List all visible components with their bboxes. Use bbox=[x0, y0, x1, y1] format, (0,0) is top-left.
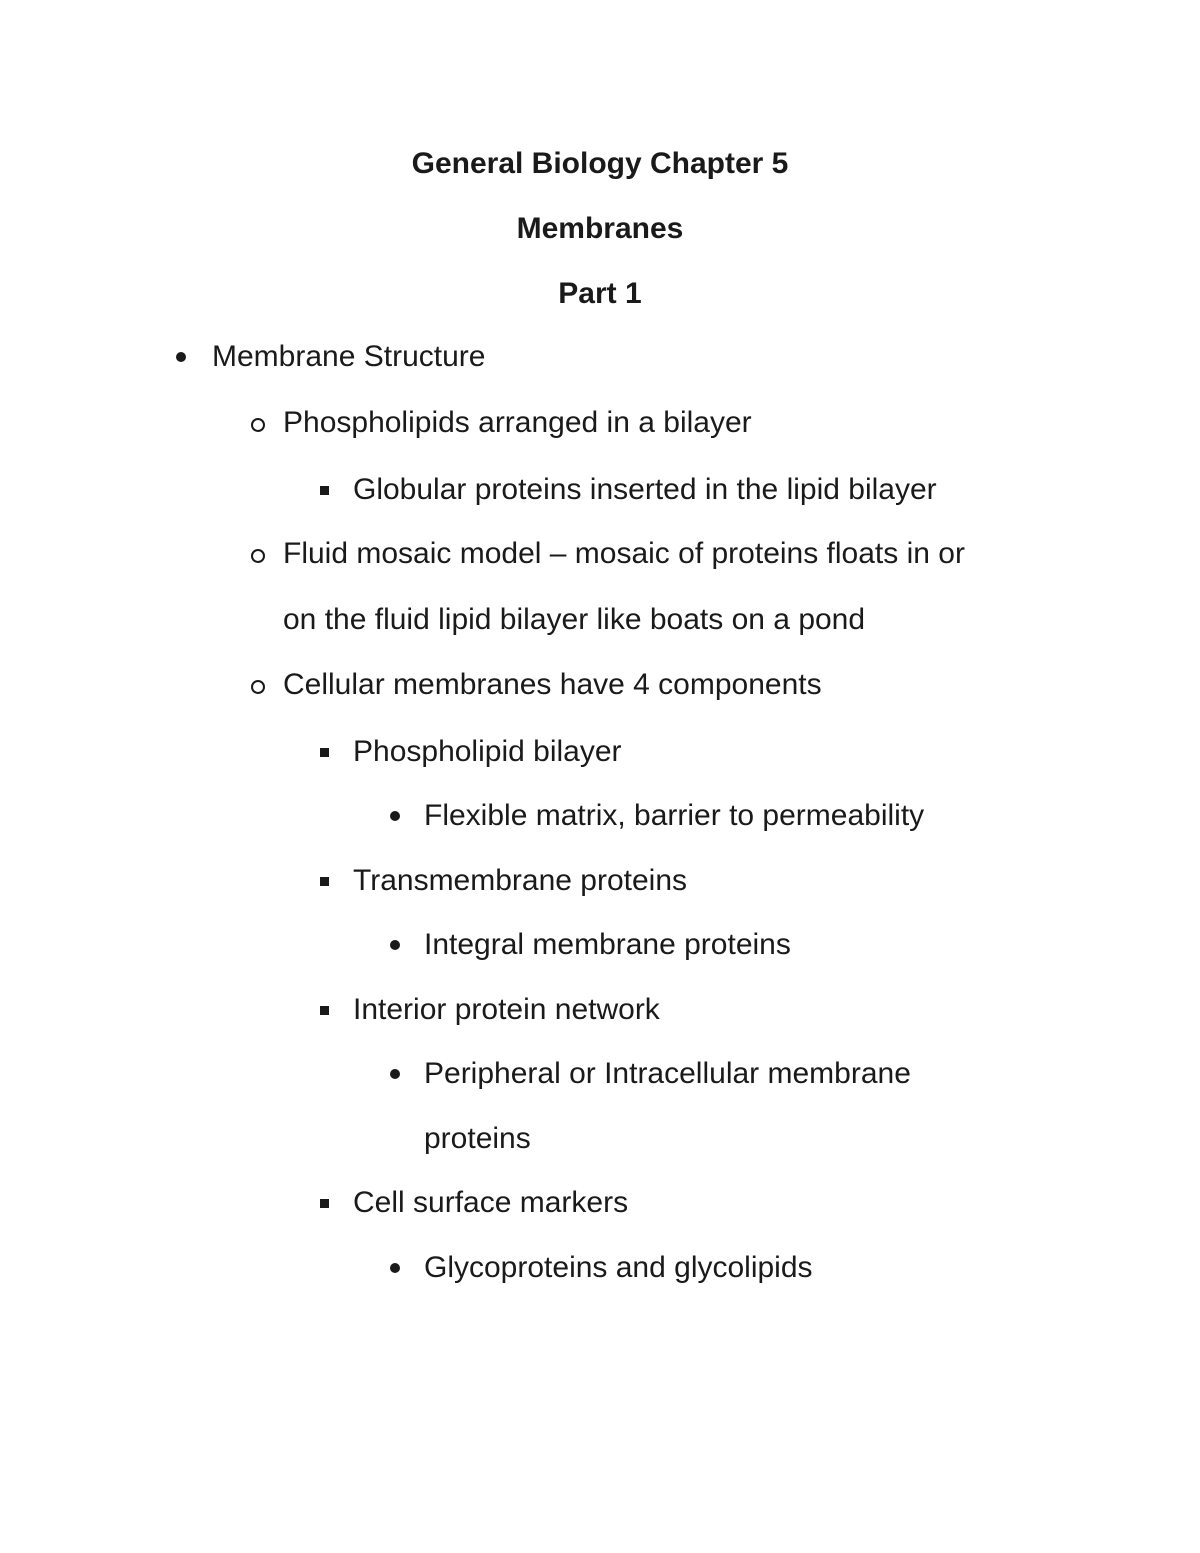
outline-item-level-1: Membrane Structure bbox=[212, 340, 486, 373]
bullet-square-icon bbox=[320, 486, 329, 495]
bullet-square-icon bbox=[320, 1006, 329, 1015]
outline-item-level-3: Phospholipid bilayer bbox=[353, 735, 622, 768]
outline-item-level-3: Interior protein network bbox=[353, 993, 660, 1026]
bullet-circle-icon bbox=[251, 549, 265, 563]
bullet-square-icon bbox=[320, 748, 329, 757]
bullet-disc-icon bbox=[390, 1263, 400, 1273]
outline-item-level-3: Cell surface markers bbox=[353, 1186, 629, 1219]
bullet-disc-icon bbox=[390, 1069, 400, 1079]
bullet-circle-icon bbox=[251, 418, 265, 432]
bullet-circle-icon bbox=[251, 680, 265, 694]
document-title: General Biology Chapter 5 bbox=[411, 147, 789, 180]
bullet-disc-icon bbox=[176, 352, 186, 362]
outline-item-continuation: on the fluid lipid bilayer like boats on a pond bbox=[283, 603, 866, 636]
outline-item-level-3: Transmembrane proteins bbox=[353, 864, 688, 897]
bullet-disc-icon bbox=[390, 811, 400, 821]
outline-item-continuation: proteins bbox=[424, 1122, 531, 1155]
outline-item-level-4: Peripheral or Intracellular membrane bbox=[424, 1057, 911, 1090]
bullet-square-icon bbox=[320, 877, 329, 886]
document-part-label: Part 1 bbox=[558, 277, 642, 310]
document-subtitle: Membranes bbox=[516, 212, 684, 245]
outline-item-level-2: Fluid mosaic model – mosaic of proteins floats in or bbox=[283, 537, 965, 570]
outline-item-level-2: Cellular membranes have 4 components bbox=[283, 668, 822, 701]
outline-item-level-2: Phospholipids arranged in a bilayer bbox=[283, 406, 752, 439]
bullet-square-icon bbox=[320, 1199, 329, 1208]
outline-item-level-4: Glycoproteins and glycolipids bbox=[424, 1251, 813, 1284]
outline-item-level-3: Globular proteins inserted in the lipid bilayer bbox=[353, 473, 937, 506]
outline-item-level-4: Flexible matrix, barrier to permeability bbox=[424, 799, 925, 832]
outline-item-level-4: Integral membrane proteins bbox=[424, 928, 791, 961]
bullet-disc-icon bbox=[390, 940, 400, 950]
